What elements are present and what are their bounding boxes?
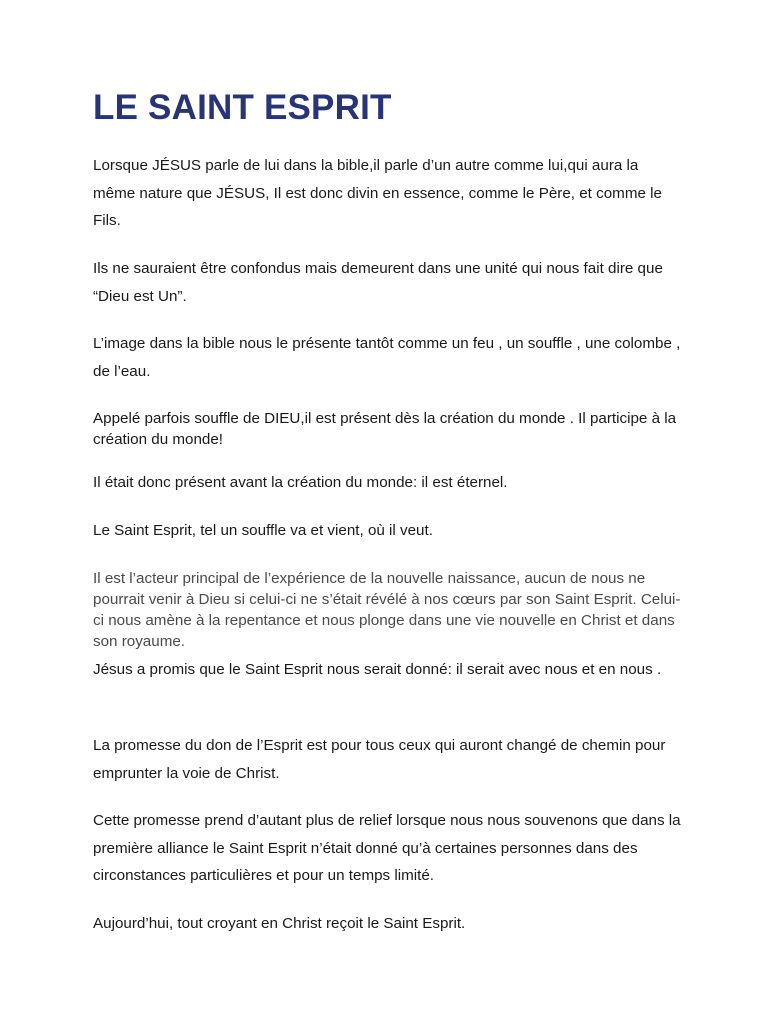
paragraph-1: Lorsque JÉSUS parle de lui dans la bible,il parle d’un autre comme lui,qui aura la même nature que JÉSUS, Il est donc divin en essence, comme le Père, et comme le Fils. [93,157,662,229]
paragraph-10: Cette promesse prend d’autant plus de relief lorsque nous nous souvenons que dans la première alliance le Saint Esprit n’était donné qu’à certaines personnes dans des circonstances particulières et pour un temps limité. [93,812,681,884]
paragraph-3: L’image dans la bible nous le présente tantôt comme un feu , un souffle , une colombe , de l’eau. [93,335,681,380]
paragraph-4: Appelé parfois souffle de DIEU,il est présent dès la création du monde . Il participe à la création du monde! [93,410,677,448]
paragraph-9: La promesse du don de l’Esprit est pour tous ceux qui auront changé de chemin pour emprunter la voie de Christ. [93,737,666,782]
paragraph-6: Le Saint Esprit, tel un souffle va et vient, où il veut. [93,522,433,539]
paragraph-11: Aujourd’hui, tout croyant en Christ reçoit le Saint Esprit. [93,915,466,932]
paragraph-5: Il était donc présent avant la création du monde: il est éternel. [93,474,508,491]
paragraph-7: Il est l’acteur principal de l’expérience de la nouvelle naissance, aucun de nous ne pourrait venir à Dieu si celui-ci ne s’était révélé à nos cœurs par son Saint Esprit. Celui-ci nous amène à la repentance et nous plonge dans une vie nouvelle en Christ et dans son royaume. [93,570,681,650]
document-title: LE SAINT ESPRIT [93,88,392,127]
paragraph-8: Jésus a promis que le Saint Esprit nous serait donné: il serait avec nous et en nous . [93,661,662,678]
paragraph-2: Ils ne sauraient être confondus mais demeurent dans une unité qui nous fait dire que “Dieu est Un”. [93,260,663,305]
